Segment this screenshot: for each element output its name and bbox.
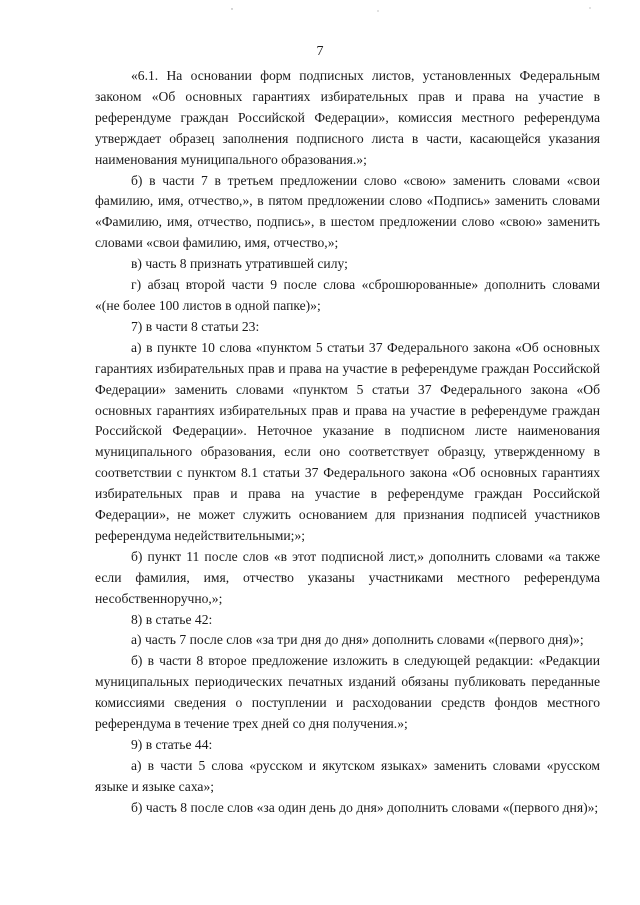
paragraph-a-part-7-art-42: а) часть 7 после слов «за три дня до дня» дополнить словами «(первого дня)»; (131, 632, 584, 648)
paragraph-v-part-8: в) часть 8 признать утратившей силу; (131, 256, 348, 272)
page-number: 7 (316, 44, 324, 59)
paragraph-6-1: «6.1. На основании форм подписных листов, установленных Федеральным законом «Об основных гарантиях избирательных прав и права на участие в референдуме граждан Российской Федерации», комиссия местного референдума утверждает образец заполнения подписного листа в части, касающейся указания наименования муниципального образования.»; (95, 68, 600, 167)
paragraph-item-7: 7) в части 8 статьи 23: (131, 318, 260, 334)
paragraph-item-8: 8) в статье 42: (131, 611, 213, 627)
paragraph-b-part-7: б) в части 7 в третьем предложении слово «свою» заменить словами «свои фамилию, имя, отчество,», в пятом предложении слово «Подпись» заменить словами «Фамилию, имя, отчество, подпись», в шестом предложении слово «свою» заменить словами «свои фамилию, имя, отчество,»; (95, 172, 600, 251)
paragraph-b-part-8-art-42: б) в части 8 второе предложение изложить в следующей редакции: «Редакции муниципальных периодических печатных изданий обязаны публиковать переданные комиссиями сведения о поступлении и расходовании средств фондов местного референдума в течение трех дней со дня получения.»; (95, 653, 600, 732)
paragraph-a-part-5-art-44: а) в части 5 слова «русском и якутском языках» заменить словами «русском языке и языке саха»; (95, 757, 600, 794)
paragraph-b-point-11: б) пункт 11 после слов «в этот подписной лист,» дополнить словами «а также если фамилия, имя, отчество указаны участниками местного референдума несобственноручно,»; (95, 548, 600, 606)
document-body (95, 66, 600, 819)
paragraph-item-9: 9) в статье 44: (131, 737, 213, 752)
scan-specks (0, 0, 640, 30)
paragraph-b-part-8-art-44: б) часть 8 после слов «за один день до дня» дополнить словами «(первого дня)»; (131, 799, 599, 815)
paragraph-g-part-9: г) абзац второй части 9 после слова «сброшюрованные» дополнить словами «(не более 100 листов в одной папке)»; (95, 277, 600, 313)
paragraph-a-point-10: а) в пункте 10 слова «пунктом 5 статьи 37 Федерального закона «Об основных гарантиях избирательных прав и права на участие в референдуме граждан Российской Федерации» заменить словами «пунктом 5 статьи 37 Федерального закона «Об основных гарантиях избирательных прав и права на участие в референдуме граждан Российской Федерации». Неточное указание в подписном листе наименования муниципального образования, если оно соответствует образцу, утвержденному в соответствии с пунктом 8.1 статьи 37 Федерального закона «Об основных гарантиях избирательных прав и права на участие в референдуме граждан Российской Федерации», не может служить основанием для признания подписей участников референдума недействительными;»; (95, 339, 600, 543)
